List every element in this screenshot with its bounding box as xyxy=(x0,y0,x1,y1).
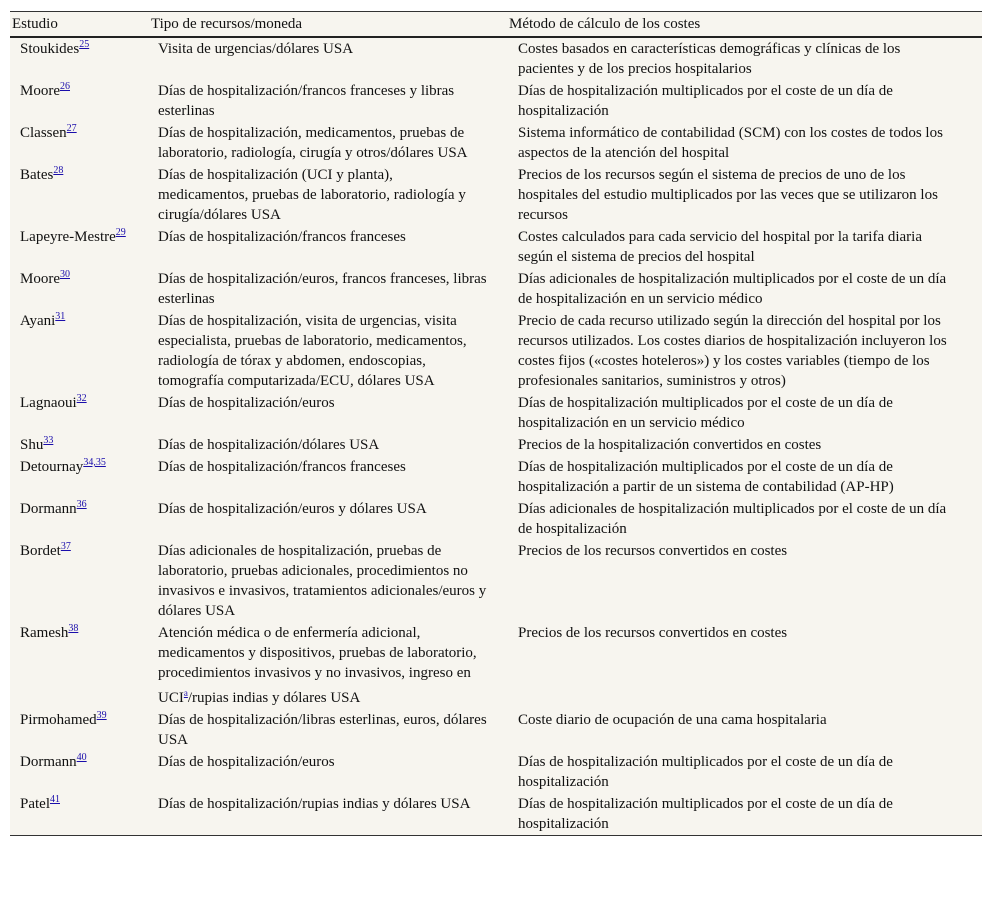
study-name: Ramesh xyxy=(20,625,69,641)
resource-text-currency: /rupias indias y dólares USA xyxy=(187,690,361,706)
footnote-link[interactable]: a xyxy=(183,688,188,698)
study-name: Pirmohamed xyxy=(20,712,97,728)
table-row xyxy=(10,80,982,122)
reference-link[interactable]: 32 xyxy=(76,393,87,404)
study-cell xyxy=(10,622,148,709)
table-row xyxy=(10,622,982,709)
study-cell xyxy=(10,709,148,751)
table-row xyxy=(10,164,982,226)
study-cell xyxy=(10,456,148,498)
method-cell: Días de hospitalización multiplicados por el coste de un día de hospitalización en un servicio médico xyxy=(518,395,893,431)
table-header-row xyxy=(10,12,982,37)
table-row xyxy=(10,268,982,310)
table-row xyxy=(10,37,982,80)
reference-link[interactable]: 29 xyxy=(115,227,126,238)
study-name: Detournay xyxy=(20,459,84,475)
method-cell: Sistema informático de contabilidad (SCM) con los costes de todos los aspectos de la atención del hospital xyxy=(518,125,943,161)
study-name: Shu xyxy=(20,437,44,453)
reference-link[interactable]: 27 xyxy=(66,123,77,134)
table-row xyxy=(10,226,982,268)
method-cell: Coste diario de ocupación de una cama hospitalaria xyxy=(518,712,827,728)
method-cell: Precios de la hospitalización convertidos en costes xyxy=(518,437,822,453)
table-row xyxy=(10,793,982,835)
study-cell xyxy=(10,226,148,268)
method-cell: Días de hospitalización multiplicados por el coste de un día de hospitalización xyxy=(518,754,893,790)
resource-cell: Días de hospitalización/euros xyxy=(158,395,335,411)
study-cell xyxy=(10,498,148,540)
study-name: Bordet xyxy=(20,543,61,559)
method-cell: Días adicionales de hospitalización multiplicados por el coste de un día de hospitalización en un servicio médico xyxy=(518,271,947,307)
reference-link[interactable]: 31 xyxy=(55,311,66,322)
costs-table-container xyxy=(10,11,982,836)
table-row xyxy=(10,434,982,456)
study-cell xyxy=(10,164,148,226)
resource-cell: Días de hospitalización/rupias indias y dólares USA xyxy=(158,796,471,812)
study-name: Lapeyre-Mestre xyxy=(20,229,116,245)
method-cell: Costes basados en características demográficas y clínicas de los pacientes y de los precios hospitalarios xyxy=(518,41,901,77)
reference-link[interactable]: 25 xyxy=(79,39,90,50)
resource-cell: Días de hospitalización/libras esterlinas, euros, dólares USA xyxy=(158,712,487,748)
table-row xyxy=(10,751,982,793)
header-study: Estudio xyxy=(10,12,148,37)
study-cell xyxy=(10,434,148,456)
table-row xyxy=(10,709,982,751)
resource-cell: Días de hospitalización, visita de urgencias, visita especialista, pruebas de laboratorio, medicamentos, radiología de tórax y abdomen, endoscopias, tomografía computarizada/ECU, dólares USA xyxy=(158,313,467,389)
resource-cell: Días de hospitalización/euros xyxy=(158,754,335,770)
method-cell: Precios de los recursos convertidos en costes xyxy=(518,625,788,641)
study-name: Patel xyxy=(20,796,50,812)
reference-link[interactable]: 38 xyxy=(68,623,79,634)
resource-cell: Días de hospitalización/francos franceses xyxy=(158,229,406,245)
study-name: Moore xyxy=(20,271,60,287)
resource-cell: Días de hospitalización/euros y dólares USA xyxy=(158,501,427,517)
study-cell xyxy=(10,310,148,392)
table-row xyxy=(10,498,982,540)
study-name: Classen xyxy=(20,125,67,141)
resource-cell: Días de hospitalización, medicamentos, pruebas de laboratorio, radiología, cirugía y otros/dólares USA xyxy=(158,125,468,161)
reference-link[interactable]: 30 xyxy=(60,269,70,280)
study-cell xyxy=(10,122,148,164)
method-cell: Precio de cada recurso utilizado según la dirección del hospital por los recursos utilizados. Los costes diarios de hospitalización incluyeron los costes fijos («costes hoteleros») y los costes variables (tiempo de los profesionales sanitarios, suministros y otros) xyxy=(518,313,947,389)
method-cell: Días de hospitalización multiplicados por el coste de un día de hospitalización a partir de un sistema de contabilidad (AP-HP) xyxy=(518,459,894,495)
resource-cell: Días de hospitalización/dólares USA xyxy=(158,437,380,453)
study-cell xyxy=(10,268,148,310)
study-cell xyxy=(10,37,148,80)
reference-link[interactable]: 28 xyxy=(53,165,64,176)
reference-link[interactable]: 36 xyxy=(76,499,87,510)
costs-table xyxy=(10,12,982,835)
study-name: Moore xyxy=(20,83,60,99)
resource-cell: Días de hospitalización/francos franceses y libras esterlinas xyxy=(158,83,455,119)
resource-cell xyxy=(148,622,507,709)
resource-cell: Días de hospitalización/francos franceses xyxy=(158,459,406,475)
reference-link[interactable]: 34,35 xyxy=(83,457,106,468)
header-method: Método de cálculo de los costes xyxy=(507,12,982,37)
method-cell: Días adicionales de hospitalización multiplicados por el coste de un día de hospitalización xyxy=(518,501,947,537)
table-row xyxy=(10,392,982,434)
reference-link[interactable]: 40 xyxy=(76,752,87,763)
study-cell xyxy=(10,392,148,434)
resource-text: Atención médica o de enfermería adicional, medicamentos y dispositivos, pruebas de laboratorio, procedimientos invasivos y no invasivos, ingreso en UCI xyxy=(158,625,477,706)
resource-cell: Visita de urgencias/dólares USA xyxy=(158,41,354,57)
reference-link[interactable]: 33 xyxy=(43,435,54,446)
study-name: Bates xyxy=(20,167,54,183)
study-cell xyxy=(10,80,148,122)
resource-cell: Días adicionales de hospitalización, pruebas de laboratorio, pruebas adicionales, procedimientos no invasivos e invasivos, tratamientos adicionales/euros y dólares USA xyxy=(158,543,487,619)
table-row xyxy=(10,456,982,498)
study-cell xyxy=(10,540,148,622)
resource-cell: Días de hospitalización/euros, francos franceses, libras esterlinas xyxy=(158,271,487,307)
method-cell: Precios de los recursos según el sistema de precios de uno de los hospitales del estudio multiplicados por las veces que se utilizaron los recursos xyxy=(518,167,938,223)
reference-link[interactable]: 39 xyxy=(96,710,107,721)
table-row xyxy=(10,540,982,622)
study-name: Stoukides xyxy=(20,41,80,57)
study-cell xyxy=(10,751,148,793)
study-name: Ayani xyxy=(20,313,56,329)
study-name: Lagnaoui xyxy=(20,395,77,411)
method-cell: Días de hospitalización multiplicados por el coste de un día de hospitalización xyxy=(518,83,893,119)
method-cell: Días de hospitalización multiplicados por el coste de un día de hospitalización xyxy=(518,796,893,832)
header-resources: Tipo de recursos/moneda xyxy=(148,12,507,37)
table-row xyxy=(10,122,982,164)
reference-link[interactable]: 26 xyxy=(60,81,70,92)
method-cell: Precios de los recursos convertidos en costes xyxy=(518,543,788,559)
study-name: Dormann xyxy=(20,501,77,517)
resource-cell: Días de hospitalización (UCI y planta), medicamentos, pruebas de laboratorio, radiología y cirugía/dólares USA xyxy=(158,167,466,223)
study-cell xyxy=(10,793,148,835)
table-row xyxy=(10,310,982,392)
study-name: Dormann xyxy=(20,754,77,770)
reference-link[interactable]: 37 xyxy=(60,541,71,552)
reference-link[interactable]: 41 xyxy=(50,794,60,805)
method-cell: Costes calculados para cada servicio del hospital por la tarifa diaria según el sistema de precios del hospital xyxy=(518,229,923,265)
